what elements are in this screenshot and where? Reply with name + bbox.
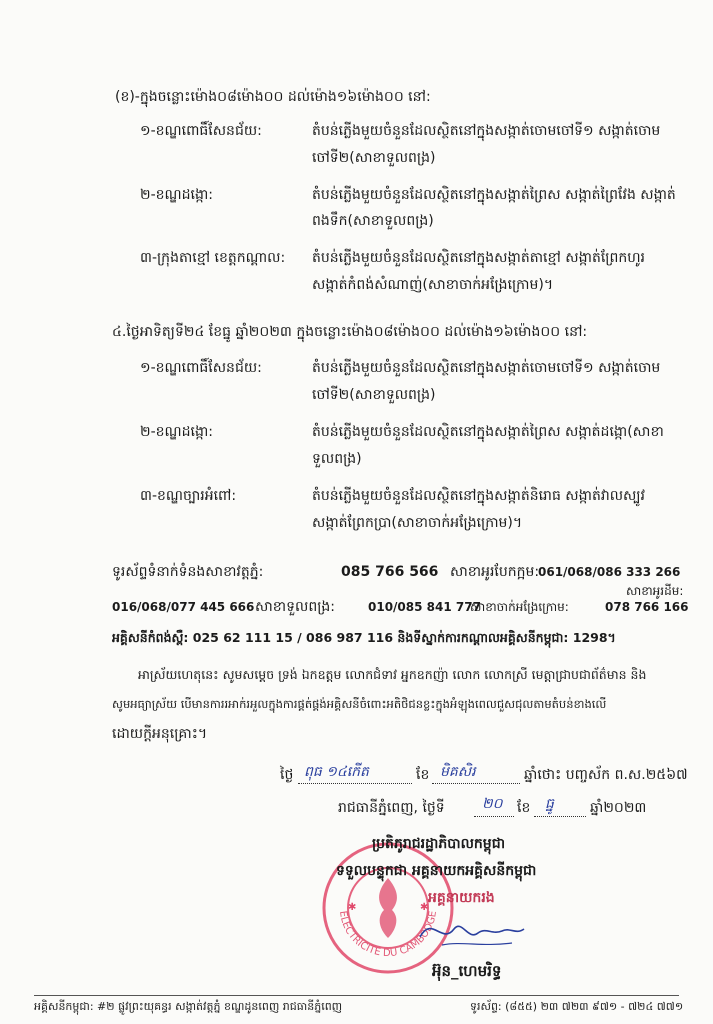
stamp-text: ELECTRICITE DU CAMBODGE: [337, 910, 439, 960]
closing-line: ដោយក្ដីអនុគ្រោះ។: [112, 726, 208, 742]
list-item-text: ចៅទី២(សាខាទួលពង្រ): [312, 387, 436, 403]
contact-label: សាខាអូរដីម:: [626, 584, 684, 598]
signatory-role: ទទួលបន្ទុកជា អគ្គនាយកអគ្គិសនីកម្ពុជា: [336, 863, 537, 879]
list-item-text: សង្កាត់ព្រែកប្រា(សាខាចាក់អង្រែក្រោម)។: [312, 515, 523, 531]
contact-number: 061/068/086 333 266: [538, 565, 681, 579]
signatory-position: អគ្គនាយករង: [428, 890, 495, 906]
svg-text:✱: ✱: [420, 902, 429, 913]
year: ឆ្នាំ២០២៣: [590, 800, 647, 816]
contact-number: 085 766 566: [341, 564, 439, 580]
list-item-text: ពងទឹក(សាខាទួលពង្រ): [312, 213, 434, 229]
list-item-text: តំបន់ភ្លើងមួយចំនួនដែលស្ថិតនៅក្នុងសង្កាត់ព្រៃស សង្កាត់ដង្កោ(សាខា: [312, 424, 664, 440]
section-4-heading: ៤.ថ្ងៃអាទិត្យទី២៤ ខែធ្នូ ឆ្នាំ២០២៣ ក្នុងចន្លោះម៉ោង០៨ម៉ោង០០ ដល់ម៉ោង១៦ម៉ោង០០ នៅ:: [112, 324, 588, 340]
lunar-date-prefix: ថ្ងៃ: [280, 767, 294, 783]
city-day-label: រាជធានីភ្នំពេញ, ថ្ងៃទី: [338, 800, 445, 816]
list-item-place: ១-ខណ្ឌពោធិ៍សែនជ័យ:: [140, 123, 262, 139]
closing-line: សូមអធ្យាស្រ័យ បើមានការរអាក់រអួលក្នុងការផ្គត់ផ្គង់អគ្គិសនីចំពោះអតិថិជនខ្លះក្នុងអំឡុងពេលជួសជុលតាមតំបន់ខាងលើ: [112, 697, 607, 711]
list-item-text: តំបន់ភ្លើងមួយចំនួនដែលស្ថិតនៅក្នុងសង្កាត់និរោធ សង្កាត់វាលស្បូវ: [312, 488, 645, 504]
section-b-heading: (ខ)-ក្នុងចន្លោះម៉ោង០៨ម៉ោង០០ ដល់ម៉ោង១៦ម៉ោង០០ នៅ:: [115, 89, 431, 105]
lunar-day-handwritten: ពុធ ១៤កើត: [304, 764, 369, 780]
list-item-place: ១-ខណ្ឌពោធិ៍សែនជ័យ:: [140, 360, 262, 376]
footer-phone: ទូរស័ព្ទ: (៨៥៥) ២៣ ៧២៣ ៩៧១ - ៧២៤ ៧៧១: [470, 1000, 684, 1013]
list-item-text: តំបន់ភ្លើងមួយចំនួនដែលស្ថិតនៅក្នុងសង្កាត់ព្រៃស សង្កាត់ព្រៃវែង សង្កាត់: [312, 187, 676, 203]
contact-number: 078 766 166: [605, 600, 689, 614]
month-label: ខែ: [517, 800, 531, 816]
list-item-text: ចៅទី២(សាខាទួលពង្រ): [312, 150, 436, 166]
list-item-place: ៣-ខណ្ឌច្បារអំពៅ:: [140, 488, 237, 504]
month-handwritten: ធ្នូ: [545, 796, 554, 812]
contact-label: ទូរស័ព្ទទំនាក់ទំនងសាខាវត្តភ្នំ:: [112, 564, 264, 580]
contact-number: 010/085 841 777: [368, 600, 481, 614]
list-item-text: ទួលពង្រ): [312, 451, 362, 467]
day-handwritten: ២០: [482, 796, 503, 812]
contact-number: 016/068/077 445 666: [112, 600, 255, 614]
list-item-place: ២-ខណ្ឌដង្កោ:: [140, 187, 214, 203]
lunar-year: ឆ្នាំថោះ បញ្ចស័ក ព.ស.២៥៦៧: [524, 767, 688, 783]
footer-address: អគ្គិសនីកម្ពុជា: #២ ផ្លូវព្រះយុគន្ធរ សង្កាត់វត្តភ្នំ ខណ្ឌដូនពេញ រាជធានីភ្នំពេញ: [34, 1000, 343, 1013]
list-item-text: សង្កាត់កំពង់សំណាញ់(សាខាចាក់អង្រែក្រោម)។: [312, 277, 554, 293]
signatory-title: ប្រតិភូរាជរដ្ឋាភិបាលកម្ពុជា: [372, 836, 506, 852]
date-blank: [534, 815, 586, 817]
list-item-text: តំបន់ភ្លើងមួយចំនួនដែលស្ថិតនៅក្នុងសង្កាត់ចោមចៅទី១ សង្កាត់ចោម: [312, 123, 661, 139]
date-blank: [432, 782, 520, 784]
list-item-text: តំបន់ភ្លើងមួយចំនួនដែលស្ថិតនៅក្នុងសង្កាត់តាខ្មៅ សង្កាត់ព្រែកហូរ: [312, 250, 645, 266]
list-item-text: តំបន់ភ្លើងមួយចំនួនដែលស្ថិតនៅក្នុងសង្កាត់ចោមចៅទី១ សង្កាត់ចោម: [312, 360, 661, 376]
contact-label: សាខាចាក់អង្រែក្រោម:: [470, 600, 569, 614]
date-blank: [474, 815, 514, 817]
lunar-month-label: ខែ: [416, 767, 430, 783]
contact-line: អគ្គិសនីកំពង់ស្ពឺ: 025 62 111 15 / 086 987 116 និងទីស្នាក់ការកណ្ដាលអគ្គិសនីកម្ពុជា: 1298។: [112, 630, 616, 645]
list-item-place: ៣-ក្រុងតាខ្មៅ ខេត្តកណ្ដាល:: [140, 250, 286, 266]
list-item-place: ២-ខណ្ឌដង្កោ:: [140, 424, 214, 440]
signatory-name: អ៊ុន_ហេមរិទ្ធ: [432, 962, 502, 980]
footer-divider: [34, 995, 679, 996]
svg-text:✱: ✱: [348, 902, 357, 913]
lunar-month-handwritten: មិគសិរ: [440, 764, 476, 780]
handwritten-signature: [412, 905, 532, 955]
contact-label: សាខាអូរបែកក្អម:: [450, 564, 540, 580]
closing-line: អាស្រ័យហេតុនេះ សូមសម្ដេច ទ្រង់ ឯកឧត្តម លោកជំទាវ អ្នកឧកញ៉ា លោក លោកស្រី មេត្តាជ្រាបជាព័ត៌មាន និង: [138, 667, 647, 682]
date-blank: [298, 782, 412, 784]
contact-label: សាខាទួលពង្រ:: [255, 599, 335, 615]
